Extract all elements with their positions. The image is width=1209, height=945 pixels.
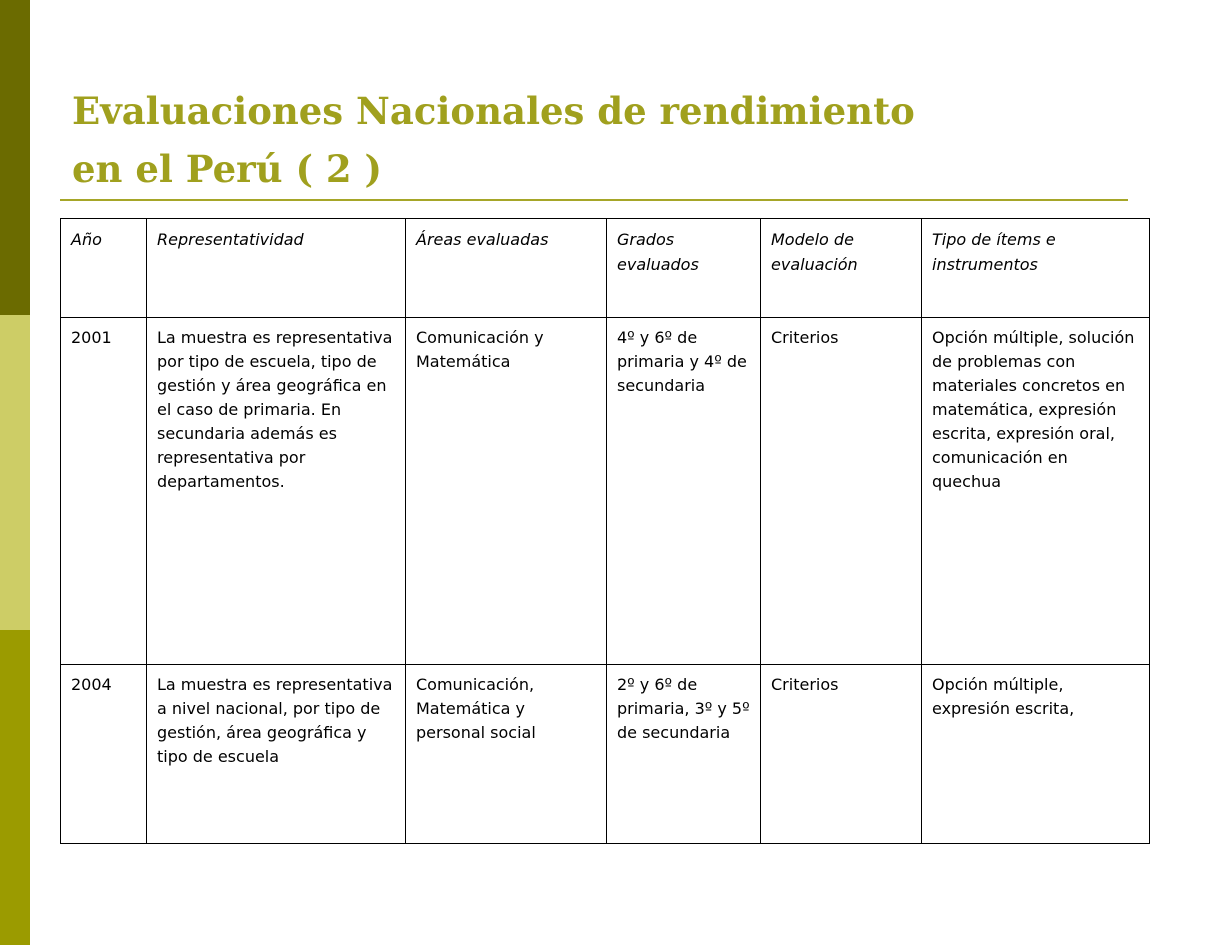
page-title-line-1: Evaluaciones Nacionales de rendimiento <box>72 89 915 133</box>
table-row <box>61 665 1150 844</box>
table-row <box>61 318 1150 665</box>
table-header-row <box>61 219 1150 318</box>
header-areas: Áreas evaluadas <box>406 219 607 318</box>
header-representativeness: Representatividad <box>147 219 406 318</box>
cell-item-types: Opción múltiple, solución de problemas con materiales concretos en matemática, expresión escrita, expresión oral, comunicación en quechua <box>922 318 1150 665</box>
sidebar-accent-bottom <box>0 630 30 945</box>
cell-grades: 4º y 6º de primaria y 4º de secundaria <box>607 318 761 665</box>
cell-model: Criterios <box>761 665 922 844</box>
cell-areas: Comunicación y Matemática <box>406 318 607 665</box>
sidebar-accent-top <box>0 0 30 315</box>
cell-item-types: Opción múltiple, expresión escrita, <box>922 665 1150 844</box>
cell-representativeness: La muestra es representativa a nivel nacional, por tipo de gestión, área geográfica y tipo de escuela <box>147 665 406 844</box>
header-item-types: Tipo de ítems e instrumentos <box>922 219 1150 318</box>
header-grades: Grados evaluados <box>607 219 761 318</box>
header-model: Modelo de evaluación <box>761 219 922 318</box>
sidebar-accent-middle <box>0 315 30 630</box>
title-divider <box>60 199 1128 201</box>
page-title <box>72 82 915 198</box>
cell-year: 2004 <box>61 665 147 844</box>
cell-areas: Comunicación, Matemática y personal social <box>406 665 607 844</box>
header-year: Año <box>61 219 147 318</box>
cell-representativeness: La muestra es representativa por tipo de escuela, tipo de gestión y área geográfica en el caso de primaria. En secundaria además es representativa por departamentos. <box>147 318 406 665</box>
cell-grades: 2º y 6º de primaria, 3º y 5º de secundaria <box>607 665 761 844</box>
evaluations-table <box>60 218 1150 844</box>
page-title-line-2: en el Perú ( 2 ) <box>72 147 382 191</box>
cell-year: 2001 <box>61 318 147 665</box>
cell-model: Criterios <box>761 318 922 665</box>
